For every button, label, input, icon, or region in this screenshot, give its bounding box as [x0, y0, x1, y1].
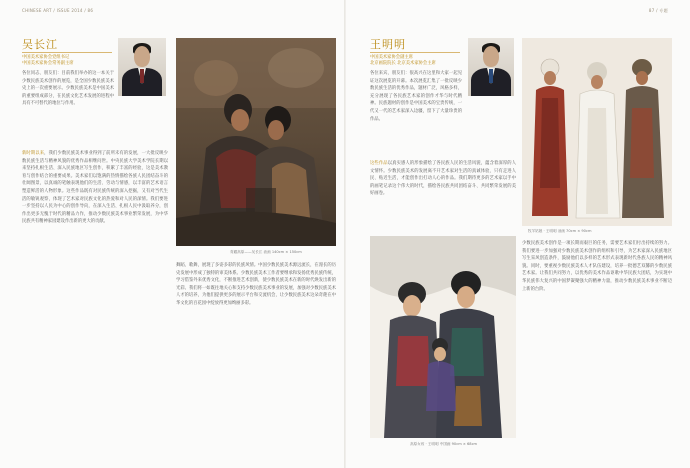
author-rule-left	[22, 52, 112, 53]
running-head-right: 87 / 专题	[648, 8, 668, 13]
intro-text-left	[22, 70, 114, 108]
col2-text-right	[522, 240, 672, 458]
painting-caption-bottom-right: 高原女孩 · 王明明 中国画 90cm × 68cm	[410, 442, 478, 446]
page-gutter	[344, 0, 346, 468]
author-title-line: 中国美术家协会副主席	[370, 55, 413, 60]
painting-caption-left: 青藏高原——吴长江 油画 140cm × 150cm	[230, 250, 302, 254]
author-name-left: 吴长江	[22, 38, 58, 51]
col2-paragraph: 少数民族美术创作是一项长期而艰巨的任务，需要艺术家们付出持续的努力。我们要进一步加强对少数民族美术创作的组织和引导，为艺术家深入民族地区写生采风创造条件，鼓励他们以多样的艺术形式表现新时代各族人民的精神风貌。同时，要重视少数民族美术人才队伍建设，培养一批德艺双馨的少数民族艺术家。让我们共同努力，以优秀的美术作品讴歌中华民族大团结，为实现中华民族伟大复兴的中国梦凝聚强大的精神力量，推动少数民族美术事业不断迈上新的台阶。	[522, 241, 672, 292]
body-text-left	[22, 150, 168, 455]
col3-text-left	[176, 262, 336, 458]
painting-mongolian-figures	[522, 38, 672, 226]
painting-ink-girls	[370, 236, 516, 438]
body-text: 以真实感人的形象描绘了各民族人民的生活风貌，蕴含着深厚的人文情怀。少数民族美术的发展离不开艺术家对生活的真诚体验，只有走进人民、贴近生活，才能创作出打动人心的作品。我们期待更多的艺术家以手中的画笔记录这个伟大的时代，描绘各民族共同团结奋斗、共同繁荣发展的美好画卷。	[370, 161, 516, 197]
painting-tibetan-figures	[176, 38, 336, 246]
author-title-line: 北京画院院长 北京美术家协会主席	[370, 61, 436, 67]
author-title-line: 中国美术家协会常务副主席	[22, 61, 74, 67]
running-head-left: CHINESE ART / ISSUE 2014 / 86	[22, 8, 94, 13]
intro-text-right	[370, 70, 462, 123]
author-title-left	[22, 55, 74, 68]
body-lead: 新时期以来	[22, 151, 45, 156]
body-text: ，我们少数民族美术事业得到了前所未有的发展，一大批反映少数民族生活与精神风貌的优秀作品相继问世。中央民族大学美术学院长期以来坚持扎根生活、深入民族地区写生创作，积累了丰富的经验，这是美术教育与创作结合的重要成果。美术家们以饱满的热情描绘各族人民团结奋斗的壮阔图景，以真诚的笔触表现他们的生活、劳动与情感，以丰富的艺术语言塑造鲜活的人物形象。这些作品既有对民族传统的深入挖掘，又有对当代生活的敏锐观察，体现了艺术家对民族文化的热爱和对人民的深情。我们要进一步坚持以人民为中心的创作导向，在深入生活、扎根人民中汲取养分，创作出更多无愧于时代的精品力作，推动少数民族美术事业繁荣发展，为中华民族共有精神家园建设作出新的更大的贡献。	[22, 151, 168, 225]
intro-paragraph: 各位来宾，朋友们：很高兴在这里和大家一起见证这次展览的开幕。本次展览汇集了一批反映少数民族生活的优秀作品，题材广泛，风格多样，充分展现了各民族艺术家的创作才华与时代精神。民族题材的创作是中国美术的宝贵传统，一代又一代的艺术家深入边疆，留下了大量珍贵的作品。	[370, 71, 462, 122]
body-lead: 这些作品	[370, 161, 388, 166]
painting-left	[176, 38, 336, 246]
painting-top-right	[522, 38, 672, 226]
painting-caption-top-right: 牧羊姑娘 · 王明明 油画 70cm × 90cm	[528, 229, 592, 233]
painting-bottom-right	[370, 236, 516, 438]
col3-paragraph: 舞蹈、歌舞，展现了多姿多彩的民族风情。中国少数民族美术源远流长，在漫长的历史发展中形成了独特的审美体系。少数民族美术工作者要继承和发扬优秀民族传统，学习借鉴外来优秀文化，不断推进艺术创新，使少数民族美术在新的时代焕发出新的光彩。我们将一如既往地关心和支持少数民族美术事业的发展，加强对少数民族美术人才的培养，为他们提供更多的展示平台和交流机会，让少数民族美术这朵奇葩在中华文化的百花园中绽放得更加绚丽多彩。	[176, 263, 336, 306]
author-title-line: 中国美术家协会党组书记	[22, 55, 70, 60]
author-rule-right	[370, 52, 460, 53]
author-portrait-right	[468, 38, 514, 96]
body-paragraph	[22, 150, 168, 226]
body-paragraph	[370, 160, 516, 198]
author-title-right	[370, 55, 436, 68]
author-name-right: 王明明	[370, 38, 406, 51]
body-text-right	[370, 160, 516, 230]
author-portrait-left	[118, 38, 166, 96]
intro-paragraph: 各位同志、朋友们：目前我们举办的这一本关于少数民族美术创作的展览，是全国少数民族美术史上的一次重要展示。少数民族美术是中国美术的重要组成部分，在民族文化艺术发展的进程中具有不可替代的地位与作用。	[22, 71, 114, 107]
